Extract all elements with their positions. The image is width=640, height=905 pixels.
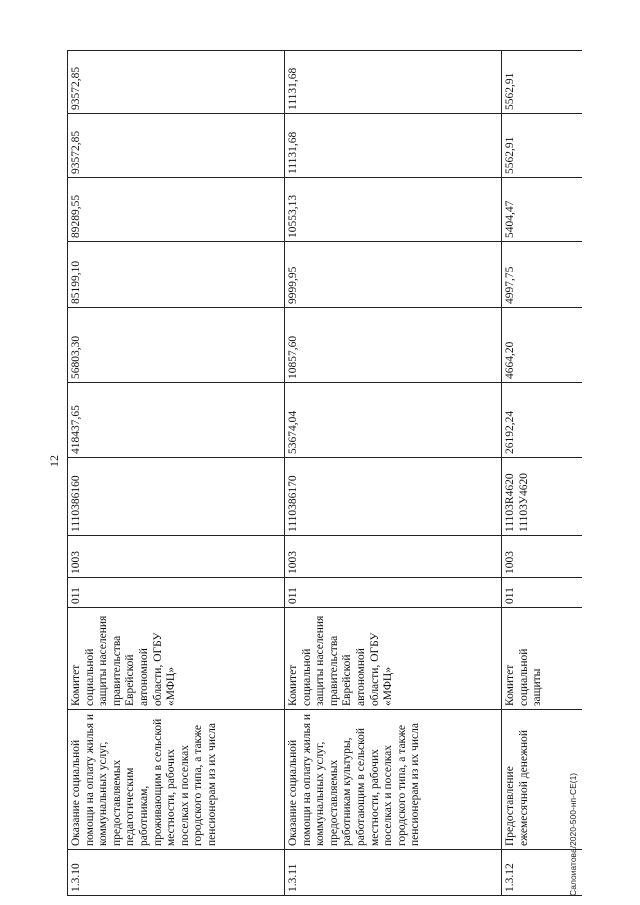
row-description: Оказание социальной помощи на оплату жилья и коммунальных услуг, предоставляемых работникам культуры, работающим в сельской местности, рабочих поселках и поселках городского типа, а также пенсионерам из их числа xyxy=(285,710,502,850)
row-year-2: 9999,95 xyxy=(285,242,502,308)
row-grbs: 011 xyxy=(502,578,583,608)
row-grbs: 011 xyxy=(285,578,502,608)
table-row xyxy=(68,51,285,896)
row-code: 1.3.12 xyxy=(502,850,583,896)
row-year-1: 56803,30 xyxy=(68,308,285,383)
row-executor: Комитет социальной защиты населения правительства Еврейской автономной области, ОГБУ «МФЦ» xyxy=(285,608,502,710)
row-year-3: 10553,13 xyxy=(285,178,502,242)
table-row xyxy=(502,51,583,896)
row-code: 1.3.10 xyxy=(68,850,285,896)
budget-table xyxy=(67,50,582,896)
row-year-3: 5404,47 xyxy=(502,178,583,242)
row-year-2: 4997,75 xyxy=(502,242,583,308)
row-csr: 1110386170 xyxy=(285,458,502,536)
row-rzpr: 1003 xyxy=(502,536,583,578)
row-year-2: 85199,10 xyxy=(68,242,285,308)
row-year-5: 11131,68 xyxy=(285,51,502,114)
row-total: 26192,24 xyxy=(502,383,583,458)
row-rzpr: 1003 xyxy=(68,536,285,578)
row-year-5: 5562,91 xyxy=(502,51,583,114)
row-year-4: 5562,91 xyxy=(502,114,583,178)
row-year-1: 10857,60 xyxy=(285,308,502,383)
row-executor: Комитет социальной защиты населения правительства Еврейской автономной области, ОГБУ «МФЦ» xyxy=(68,608,285,710)
row-code: 1.3.11 xyxy=(285,850,502,896)
page-number: 12 xyxy=(47,455,61,467)
footer-code: Салоиатова/2020-500-нп-СЕ(1) xyxy=(568,772,578,896)
row-year-3: 89289,55 xyxy=(68,178,285,242)
row-csr: 11103R4620 11103У4620 xyxy=(502,458,583,536)
row-description: Предоставление ежемесячной денежной xyxy=(502,710,583,850)
row-description: Оказание социальной помощи на оплату жилья и коммунальных услуг, предоставляемых педагогическим работникам, проживающим в сельской местности, рабочих поселках и поселках городского типа, а также пенсионерам из их числа xyxy=(68,710,285,850)
row-csr: 1110386160 xyxy=(68,458,285,536)
row-year-5: 93572,85 xyxy=(68,51,285,114)
row-year-4: 11131,68 xyxy=(285,114,502,178)
row-grbs: 011 xyxy=(68,578,285,608)
row-year-4: 93572,85 xyxy=(68,114,285,178)
rotated-page xyxy=(25,26,615,896)
row-executor: Комитет социальной защиты xyxy=(502,608,583,710)
table-row xyxy=(285,51,502,896)
budget-table-container xyxy=(67,51,582,896)
row-total: 53674,04 xyxy=(285,383,502,458)
row-rzpr: 1003 xyxy=(285,536,502,578)
row-year-1: 4664,20 xyxy=(502,308,583,383)
row-total: 418437,65 xyxy=(68,383,285,458)
